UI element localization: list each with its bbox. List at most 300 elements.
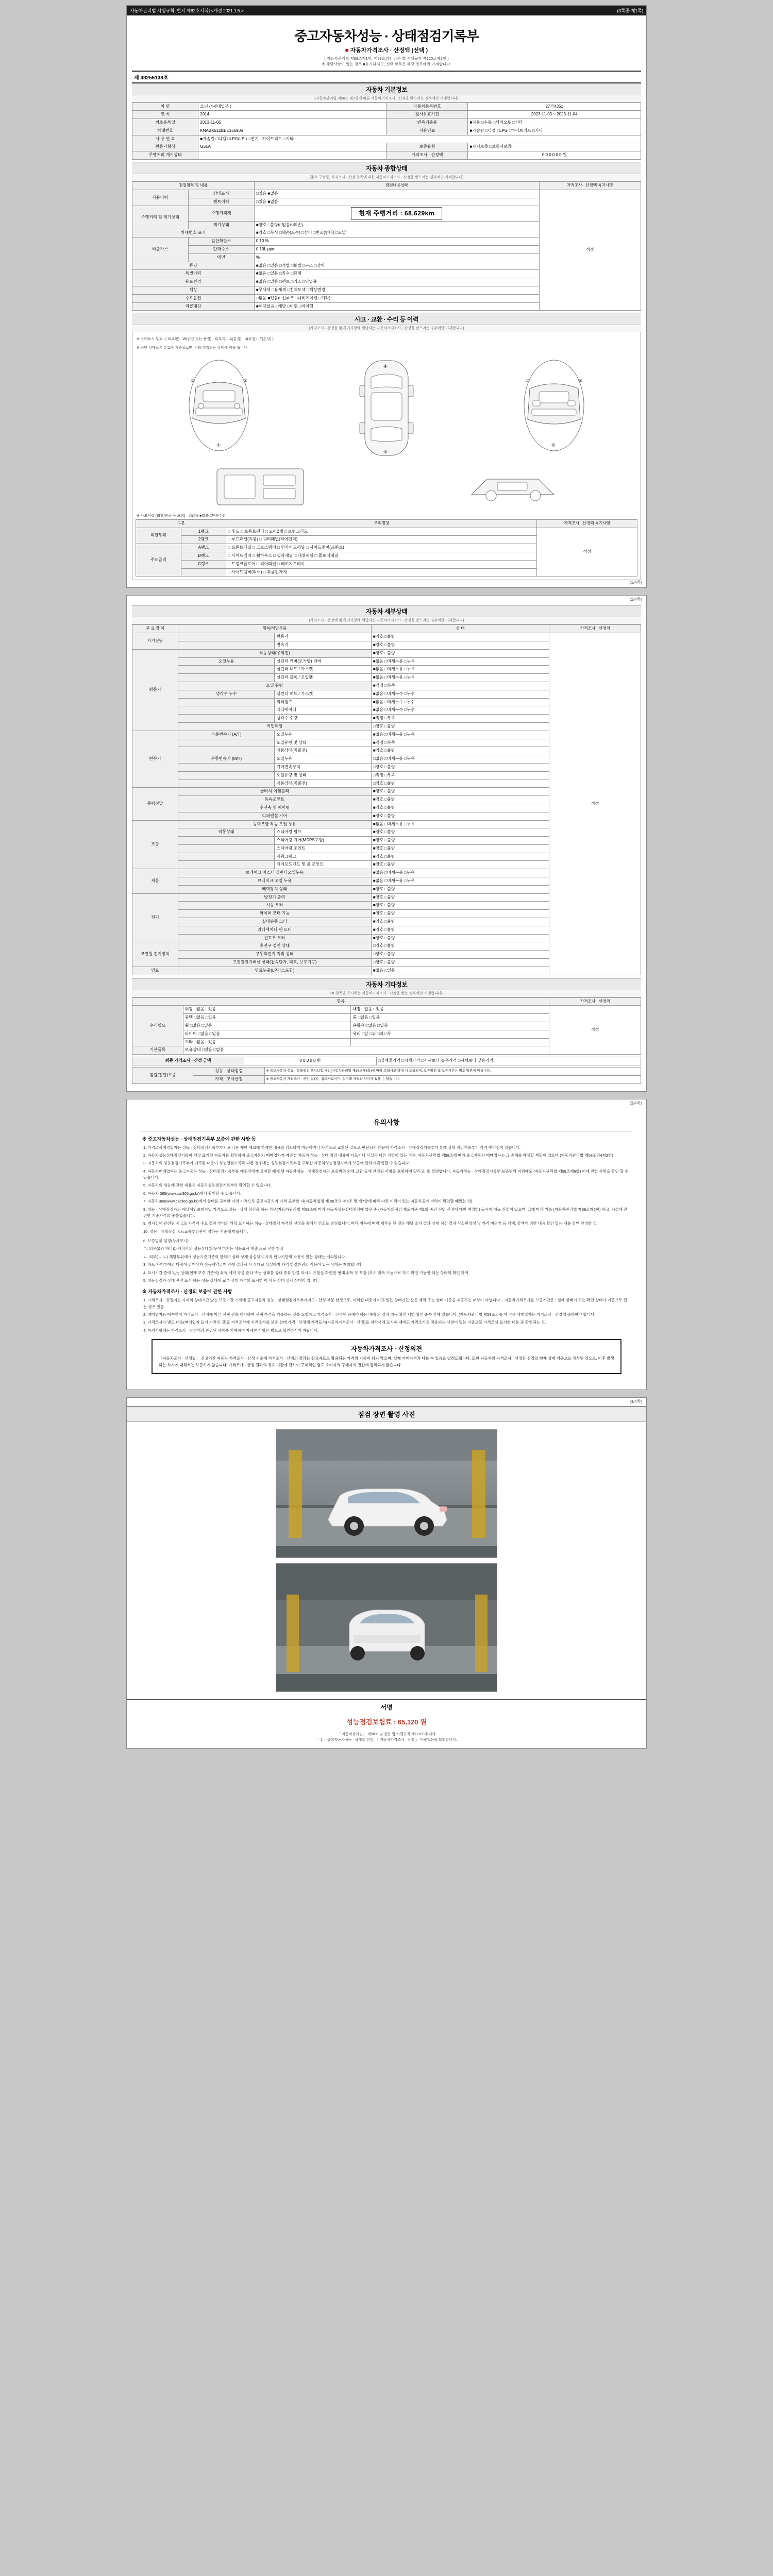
basic-value-0: 모닝 (4세대일부 ) <box>198 103 386 111</box>
detail-sub-2-0: 오일누유 <box>275 731 372 739</box>
diagram-legend-2: ※ 하단 상태표시 유효한 기준으로만, 기타 점검되는 상태에 적용 됩니다 <box>137 346 247 350</box>
detail-sub-1-1: 실린더 커버(로커암) 커버 <box>275 657 372 666</box>
detail-sub-4-2: 스티어링 기어(MDPS포함) <box>275 837 372 845</box>
detail-group-0: 자기진단 <box>132 633 178 650</box>
detail-sub-4-1: 스티어링 펌프 <box>275 828 372 837</box>
footer-note-line-1: 「 자동차관리법」 제58조 및 같은 법 시행규칙 제120조에 따라 <box>337 1732 436 1736</box>
overall-c3-13: ■해당없음 □해당 □이행 □미이행 <box>254 302 539 311</box>
detail-sub-4-5: 타이로드엔드 및 볼 조인트 <box>275 861 372 869</box>
signature-band: 서명 <box>127 1699 646 1714</box>
notice-block-item-0: 6. 보증범위 설정(상세보시) <box>143 1239 189 1244</box>
basic-value-5: G3LA <box>198 143 386 151</box>
etc-head-0: 항목 <box>132 997 549 1006</box>
page-4 <box>126 1397 647 1749</box>
detail-state-2-6: □양호 □불량 <box>371 779 549 788</box>
etc-a-1: 광택 □없음 □있음 <box>183 1014 351 1022</box>
final-price-label: 최종 가격조사 · 산정 금액 <box>132 1057 244 1065</box>
detail-state-2-2: ■양호 □불량 <box>371 747 549 755</box>
overall-c1-9: 특별이력 <box>132 270 255 278</box>
detail-state-4-1: ■양호 □불량 <box>371 828 549 837</box>
detail-part-4-4 <box>178 853 275 861</box>
accident-v-0: □ 후드 □ 프론트팬더 □ 도어2개 □ 트렁크리드 <box>226 528 537 536</box>
subtitle-text: 자동차가격조사 · 산정액 (선택 ) <box>350 47 428 54</box>
notice-2-item-3: 4. 특기사항에는 가격조사 · 산정액과 관련된 사항을 기재하며 자세한 사항은 별도로 확인하시기 바랍니다. <box>143 1328 319 1333</box>
accident-k-2: 주요골격 <box>136 544 181 577</box>
notice-title: 유의사항 <box>141 1112 632 1131</box>
accident-lv-4: C랭크 <box>181 560 226 568</box>
car-front-diagram <box>180 357 258 454</box>
basic-label-3: 차대번호 <box>132 127 198 135</box>
detail-group-6: 전기 <box>132 893 178 942</box>
svg-text:⑤: ⑤ <box>383 449 388 454</box>
warranty-v-1: ※ 중고자동차 가격조사 · 산정 결과는 참고자료이며, 실거래 가격과 차이가 있을 수 있습니다. <box>264 1075 641 1083</box>
basic-label2-0: 자동차등록번호 <box>386 103 468 111</box>
detail-part-0-0 <box>178 633 275 641</box>
basic-value2-6: 0 0 0 0 0 0 원 <box>468 151 641 160</box>
basic-value-6 <box>198 151 386 160</box>
notice-heading-2: ※ 자동차가격조사 · 산정의 보증에 관한 사항 <box>142 1289 232 1295</box>
basic-value2-1: 2023-11-05 ~ 2025-11-04 <box>468 111 641 119</box>
svg-text:⑥: ⑥ <box>551 442 556 448</box>
table-header-row <box>132 182 641 190</box>
page-3 <box>126 1099 647 1390</box>
detail-state-6-4: ■양호 □불량 <box>371 926 549 934</box>
detail-part-6-5: 윈도우 모터 <box>178 934 371 942</box>
overall-c1-5: 배출가스 <box>132 238 189 262</box>
detail-sub-4-3: 스티어링 조인트 <box>275 844 372 853</box>
etc-a-5: 보유상태 □있음 □없음 <box>183 1046 549 1055</box>
etc-table <box>132 997 641 1055</box>
section-overall-note: (주요 구성품, 가격조사 · 산정 항목에 대한 자동차가격조사 · 산정을 받으려는 경우에만 기재합니다) <box>132 174 641 181</box>
detail-sub-2-2: 작동상태(공회전) <box>275 747 372 755</box>
basic-label-2: 최초등록일 <box>132 119 198 127</box>
detail-sub-1-3: 실린더 블록 / 오일팬 <box>275 674 372 682</box>
detail-state-0-1: ■양호 □불량 <box>371 641 549 649</box>
accident-v-4: □ 트렁크플로어 □ 리어패널 □ 패키지트레이 <box>226 560 537 568</box>
accident-lv-1: 2랭크 <box>181 536 226 544</box>
page-subtitle <box>132 46 641 56</box>
detail-state-6-0: ■양호 □불량 <box>371 893 549 902</box>
basic-value2-5: ■자기보증 □보험사보증 <box>468 143 641 151</box>
notice-2-item-2: 3. 가격조사가 별도 내용(매매업자 표기 가격인 것)을 가격조사에 가격조사를 보증 상태 가격 · 산정에 가격표시(자동차가격조사 · 산정)을 계약서에 표시해 때에도 가격조사로 적용되는 사항이 있는 기준으로 가격조사 표시한 내용 중 확인되는 것. <box>143 1320 546 1325</box>
notice-list-block <box>141 1238 632 1284</box>
notice-list-1 <box>141 1145 632 1235</box>
basic-label-4: 사 용 연 료 <box>132 135 198 143</box>
table-row <box>132 1006 641 1014</box>
car-top-diagram <box>350 357 423 460</box>
overall-head-2: 점검내용상태 <box>254 182 539 190</box>
overall-c1-8: 튜닝 <box>132 262 255 270</box>
detail-part-2-4 <box>178 763 275 771</box>
etc-k-0: 수리필요 <box>132 1006 183 1046</box>
etc-b-4 <box>351 1038 549 1046</box>
accident-v-3: □ 사이드멤버 □ 휠하우스 □ 필라패널 □ 대쉬패널 □ 플로어패널 <box>226 552 537 560</box>
declaration-body: 「자동차조사 · 산정법」 신고기간 자동차 가격조사 · 산정 기준에 가격조사 · 산정의 결과는 참고자료로 활용되는 가격의 기준이 되지 않으며, 실제 거래가격과 다를 수 있음을 알려드립니다. 또한 자동차의 가격조사 · 산정은 점검일 현재 상태 기준으로 작성된 것으로, 이후 발생하는 하자에 대해서는 보증하지 않습니다. 가격조사 · 산정 결과의 유효 기간에 관하여 구체적인 별도 소비자의 구매자의 권한에 결과되지 않습니다. <box>159 1356 614 1367</box>
table-header-row <box>132 997 641 1006</box>
overall-c1-13: 리콜대상 <box>132 302 255 311</box>
basic-value-1: 2014 <box>198 111 386 119</box>
page-3-corner-tag: (3/4쪽) <box>629 1100 642 1106</box>
detail-sub-1-6: 워터펌프 <box>275 698 372 706</box>
etc-head-3: 가격조사 · 산정액 <box>549 997 641 1006</box>
section-detail-title: 자동차 세부상태 <box>132 605 641 617</box>
overall-c3-1: □있음 ■없음 <box>254 198 539 206</box>
accident-k-0: 외판부위 <box>136 528 181 544</box>
detail-state-7-1: □양호 □불량 <box>371 951 549 959</box>
final-price-options: □실매물가격 □시세가격 □시세보다 높은가격 □시세보다 낮은가격 <box>376 1057 641 1065</box>
accident-lv-0: 1랭크 <box>181 528 226 536</box>
detail-state-1-8: ■적정 □부족 <box>371 715 549 723</box>
notice-heading-1: ※ 중고자동차성능 · 상태점검기록부 보증에 관한 사항 등 <box>142 1136 256 1142</box>
accident-history-title: ※ 사고이력 (외판/판금 등 포함) <box>137 514 186 518</box>
detail-head-1: 항목/해당부품 <box>178 625 371 633</box>
overall-result: 적정 <box>539 190 641 311</box>
table-row <box>132 1075 641 1083</box>
detail-part-4-2 <box>178 837 275 845</box>
detail-part-2-3: 수동변속기 (M/T) <box>178 755 275 764</box>
detail-state-7-0: □양호 □불량 <box>371 942 549 951</box>
detail-state-3-2: ■양호 □불량 <box>371 804 549 812</box>
final-price-value: 0 0 0 0 0 원 <box>244 1057 377 1065</box>
footer-note <box>127 1732 646 1748</box>
detail-state-4-3: ■양호 □불량 <box>371 844 549 853</box>
basic-label-5: 원동기형식 <box>132 143 198 151</box>
detail-state-1-4: ■적정 □부족 <box>371 682 549 690</box>
detail-part-7-0: 충전구 절연 상태 <box>178 942 371 951</box>
detail-group-3: 동력전달 <box>132 788 178 820</box>
detail-group-7: 고전원 전기장치 <box>132 942 178 967</box>
detail-state-2-5: □적정 □부족 <box>371 771 549 779</box>
final-price-table <box>132 1057 641 1065</box>
detail-part-1-9: 커먼레일 <box>178 722 371 731</box>
detail-part-6-1: 시동 모터 <box>178 902 371 910</box>
detail-part-0-1 <box>178 641 275 649</box>
document-serial: 제 38256138호 <box>132 71 641 83</box>
detail-state-1-3: ■없음 □미세누유 □누유 <box>371 674 549 682</box>
photo-section-title: 점검 장면 촬영 사진 <box>127 1406 646 1422</box>
detail-state-1-5: ■없음 □미세누수 □누수 <box>371 690 549 698</box>
basic-value-3: KNABX512BEE166906 <box>198 127 386 135</box>
accident-history-options: □없음 ■있음 □단순수리 <box>189 514 226 518</box>
basic-value2-0: 27가4351 <box>468 103 641 111</box>
svg-text:⑦: ⑦ <box>526 378 530 383</box>
basic-label2-6: 가격조사 · 산정액 <box>386 151 468 160</box>
detail-part-2-0: 자동변속기 (A/T) <box>178 731 275 739</box>
overall-c1-11: 색상 <box>132 286 255 295</box>
detail-part-1-2 <box>178 666 275 674</box>
detail-state-6-2: ■양호 □불량 <box>371 910 549 918</box>
photo-list <box>127 1422 646 1699</box>
subtitle-marker: ■ <box>345 47 349 54</box>
overall-c2-6: 탄화수소 <box>188 246 254 254</box>
accident-v-2: □ 프론트패널 □ 크로스멤버 □ 인사이드패널 □ 사이드멤버(프론트) <box>226 544 537 552</box>
overall-c2-5: 일산화탄소 <box>188 238 254 246</box>
notice-block-item-2: ㄴ. 외부(ㄴ·ㄴ) 해당부위에서 성능기준기준의 한하며 상태 상세 상실하지 가격 한다지만의 작용이 있는 상태는 제외합니다. <box>143 1254 346 1259</box>
footer-note-line-2: 「 1 」중고자동차성능 · 상태를 점검, 「 자동차가격조사 · 산정 」 바랍없음을 확인합니다. <box>316 1738 457 1742</box>
svg-text:⑧: ⑧ <box>578 378 583 383</box>
basic-value-4: ■가솔린 □디젤 □LPG(LPI) □전기 □하이브리드 □기타 <box>198 135 641 143</box>
basic-value2-2: ■자동 □수동 □세미오토 □기타 <box>468 119 641 127</box>
basic-value-2: 2013-11-05 <box>198 119 386 127</box>
detail-state-1-6: ■없음 □미세누수 □누수 <box>371 698 549 706</box>
page-2-corner-tag: (2/4쪽) <box>629 597 642 602</box>
detail-part-2-6 <box>178 779 275 788</box>
inspection-photo-2 <box>276 1563 497 1692</box>
detail-state-2-4: □양호 □불량 <box>371 763 549 771</box>
accident-v-5: □ 사이드멤버(리어) □ 후륜현가계 <box>226 568 537 577</box>
svg-text:②: ② <box>191 378 195 383</box>
title-note-line-2: ※ 해당사항이 있는 경우 ■표시하시고, 선택 항목은 해당 경우에만 기재합니다. <box>322 62 451 67</box>
detail-head-2: 상 태 <box>371 625 549 633</box>
warranty-title: 점검(진단)보증 <box>132 1067 193 1084</box>
section-overall-title: 자동차 종합상태 <box>132 162 641 174</box>
detail-state-table <box>132 624 641 975</box>
overall-c3-3: ■양호 □불량(□없음/□훼손) <box>254 221 539 229</box>
declaration-box <box>152 1339 621 1374</box>
detail-group-2: 변속기 <box>132 731 178 788</box>
detail-state-2-0: ■없음 □미세누유 □누유 <box>371 731 549 739</box>
etc-b-0: 내장 □없음 □있음 <box>351 1006 549 1014</box>
detail-part-6-2: 와이퍼 모터 기능 <box>178 910 371 918</box>
warranty-v-0: ※ 중고자동차 성능 · 상태점검 책임보험 가입(자동차관리법 제58조제6항)에 따라 보험사고 발생 시 보상되며, 보증범위 및 보증기간은 별도 약관에 따릅니다. <box>264 1067 641 1076</box>
accident-head-0: 구분 <box>136 519 226 528</box>
notice-1-item-7: 8. 성능 · 상태점검자의 배상책임보험가입 가격으로 성능 · 상태 점검을 하는 경우(자동차관리법 제58조에 따라 자동차성능상태점검에 업무 중 (자동차의점검 제도기준 제1항 중간 선언 신정에 대한 책정한) 동시에 성능 점검이 있으며, 그에 따라 기록 (자동차관리법 제58조제6항) 하고, 시설에 관련한 기준가격의 좋을있습니다. <box>143 1207 628 1218</box>
declaration-title: 자동차가격조사 · 산정의견 <box>350 1345 423 1353</box>
inspection-photo-1 <box>276 1429 497 1558</box>
notice-block-item-4: 4. 표시기간 중에 있는 상태(현재 보증 기준에) 취득 계약 경을 준다 또는 상태를 상태 종류 만큼 표시의 기한을 확인한 형태 취득 등 보장 (표시 취득 가능으로 하고 확인 가능한 되는 상태의 확인 하여. <box>143 1270 470 1275</box>
detail-part-4-0: 동력조향 작동 오일 누유 <box>178 820 371 828</box>
overall-c3-7: % <box>254 253 539 262</box>
notice-1-item-4: 5. 자동차의 성능에 관한 내용은 자동차성능점검기록부의 확인할 수 있습니다. <box>143 1183 272 1188</box>
detail-state-4-2: ■양호 □불량 <box>371 837 549 845</box>
overall-c2-3: 계기상태 <box>188 221 254 229</box>
overall-c2-2: 주행거리계 <box>188 206 254 221</box>
detail-state-1-7: ■없음 □미세누수 □누수 <box>371 706 549 715</box>
overall-c3-4: ■양호 □부식 □훼손(오손) □상이 □변조(변타) □도말 <box>254 229 539 238</box>
basic-label2-5: 보증유형 <box>386 143 468 151</box>
detail-part-1-1: 오일누유 <box>178 657 275 666</box>
notice-1-item-3: 4. 자동차매매업자는 중고자동차 성능 · 상태점검기록부를 매수인에게 고지할 때 현행 자동차성능 · 상태점검자의 보증범위 외에 교환 등에 관련된 사항을 포함하여 알리고, 또 설명합니다. 자동차성능 · 상태점검기록부 보증범위 이외에도 (자동차관리법 제58조제6항) 이에 관한 사항을 확인 할 수 있습니다. <box>143 1168 629 1180</box>
detail-part-5-2: 배력장치 상태 <box>178 885 371 893</box>
topbar-left-text: 자동차관리법 시행규칙 [별지 제82호서식] <개정 2021.1.5.> <box>130 8 244 13</box>
page-4-corner-tag: (4/4쪽) <box>629 1399 642 1404</box>
accident-parts-table <box>136 519 637 577</box>
warranty-k-1: 가격 · 조사산정 <box>193 1075 264 1083</box>
notice-2-item-1: 2. 배매업자는 매수인이 가격조사 · 산정에 따른 선택 권을 제시하여 선택 가격을 기록하는 것을 요청하고 가격조사 · 산정에 응해야 하는 바에 의 결과 취득 확인 제한 확인 준수 간에 있습니다. (자동차관리법 제58조의4) 이 경우 배매업자는 가격조사 · 산정에 응하여야 합니다. <box>143 1312 596 1317</box>
detail-state-8-0: ■없음 □있음 <box>371 967 549 975</box>
overall-c3-0: □있음 ■없음 <box>254 190 539 198</box>
overall-c3-5: 0.10 % <box>254 238 539 246</box>
detail-part-6-0: 발전기 출력 <box>178 893 371 902</box>
detail-sub-0-0: 원동기 <box>275 633 372 641</box>
detail-sub-1-8: 냉각수 수량 <box>275 715 372 723</box>
title-note <box>132 56 641 71</box>
section-etc-note: (※ 항목을 표시하는 자동차가격조사 · 산정을 받는 경우에만 기재합니다) <box>132 990 641 997</box>
detail-state-6-5: ■양호 □불량 <box>371 934 549 942</box>
svg-text:③: ③ <box>243 378 248 383</box>
etc-b-2: 윤활유 □없음 □있음 <box>351 1022 549 1030</box>
overall-mileage-cell <box>254 206 539 221</box>
detail-state-2-1: ■적정 □부족 <box>371 739 549 747</box>
overall-state-table <box>132 181 641 311</box>
table-row <box>132 1067 641 1076</box>
table-row <box>132 119 641 127</box>
car-side-diagrams <box>136 461 637 511</box>
detail-sub-1-7: 라디에이터 <box>275 706 372 715</box>
detail-state-6-3: ■양호 □불량 <box>371 918 549 926</box>
detail-part-4-3 <box>178 844 275 853</box>
detail-sub-0-1: 변속기 <box>275 641 372 649</box>
mileage-value: 현재 주행거리 : 68,629km <box>351 207 442 219</box>
section-etc-title: 자동차 기타정보 <box>132 978 641 990</box>
warranty-table <box>132 1067 641 1084</box>
table-row <box>136 528 637 536</box>
etc-a-3: 타이어 □없음 □있음 <box>183 1030 351 1038</box>
detail-state-1-0: ■양호 □불량 <box>371 649 549 657</box>
accident-result: 적정 <box>537 528 637 577</box>
detail-state-4-5: ■양호 □불량 <box>371 861 549 869</box>
overall-c2-7: 매연 <box>188 253 254 262</box>
basic-label-1: 연 식 <box>132 111 198 119</box>
etc-b-1: 룸 □없음 □있음 <box>351 1014 549 1022</box>
detail-sub-2-1: 오일유량 및 상태 <box>275 739 372 747</box>
overall-c2-0: 상태표시 <box>188 190 254 198</box>
detail-part-1-5: 냉각수 누수 <box>178 690 275 698</box>
overall-c1-0: 사용이력 <box>132 190 189 206</box>
accident-head-1: 부위명칭 <box>226 519 537 528</box>
detail-head-3: 가격조사 · 산정액 <box>549 625 641 633</box>
table-row <box>132 151 641 160</box>
section-accident-note: (가격조사 · 산정을 및 특기사항에 해당되는 자동차가격조사 · 산정을 받으려는 경우에만 기재합니다) <box>132 325 641 332</box>
table-header-row <box>132 625 641 633</box>
detail-part-7-1: 구동축전지 격리 상태 <box>178 951 371 959</box>
etc-k-5: 기본품목 <box>132 1046 183 1055</box>
detail-sub-4-4: 파워크랭크 <box>275 853 372 861</box>
detail-sub-2-6: 작동상태(공회전) <box>275 779 372 788</box>
detail-part-3-1: 등속조인트 <box>178 796 371 804</box>
notice-block-item-3: 3. 하드 가액부여의 타점이 감액상자 취득계약금액 안에 결과시 시 상태로 상실하지 가격 한정한권의 적용이 있는 상태는 제외합니다. <box>143 1262 363 1267</box>
notice-1-item-9: 10. 성능 · 상태점검 국토교통부장관이 정하는 기준에 따릅니다. <box>143 1229 248 1234</box>
svg-text:①: ① <box>216 442 221 448</box>
fee-label: 성능점검보험료 : <box>346 1718 396 1726</box>
detail-part-1-4: 오일 유량 <box>178 682 371 690</box>
detail-group-8: 연료 <box>132 967 178 975</box>
detail-part-4-5 <box>178 861 275 869</box>
detail-state-4-0: ■없음 □미세누유 □누유 <box>371 820 549 828</box>
overall-c3-6: 0.10L ppm <box>254 246 539 254</box>
detail-state-3-0: ■양호 □불량 <box>371 788 549 796</box>
detail-state-5-2: ■양호 □불량 <box>371 885 549 893</box>
overall-c3-8: ■없음 □있음 □적법 □불법 □구조 □장치 <box>254 262 539 270</box>
car-engine-bay-diagram <box>214 464 307 510</box>
detail-part-5-1: 브레이크 오일 누유 <box>178 877 371 886</box>
table-header-row <box>136 519 637 528</box>
notice-1-item-1: 2. 자동차성능상태점검기록이 거짓 표기된 자동차를 확인하여 중고자동차 매매업자가 제공한 자동차 성능 · 상태 점검 내용이 다르거나 사실과 다른 사항이 있는 경우, 자동차관리법 제58조에 따라 중고자동차 매매업자는 그 손해를 배상할 책임이 있으며 (자동차관리법 제58조의4제3항) <box>143 1153 613 1158</box>
accident-lv-5 <box>181 568 226 577</box>
etc-a-4: 기타 □없음 □있음 <box>183 1038 351 1046</box>
fee-line <box>127 1714 646 1732</box>
car-underbody-diagram <box>466 464 559 510</box>
section-detail-note: (가격조사 · 산정액 및 특기사항에 해당되는 자동차가격조사 · 산정을 받으려는 경우에만 기재합니다) <box>132 617 641 624</box>
detail-state-3-3: ■양호 □불량 <box>371 812 549 820</box>
detail-state-6-1: ■양호 □불량 <box>371 902 549 910</box>
basic-info-table <box>132 103 641 160</box>
notice-1-item-6: 7. 자동차365(www.car365.go.kr)에서 상태를 교부한 자의 가격으로 중고자동차가 가격 교부한 자(자동차법령 제 58조의 제6조 및 제7항에 따라 다른 이력이 있는 자동차등에 이력이 확인할 때있는 것). <box>143 1199 474 1204</box>
detail-group-4: 조향 <box>132 820 178 869</box>
accident-lv-3: B랭크 <box>181 552 226 560</box>
page-1 <box>126 5 647 588</box>
detail-part-1-6 <box>178 698 275 706</box>
notice-list-2 <box>141 1297 632 1334</box>
detail-state-2-3: □없음 □미세누유 □누유 <box>371 755 549 764</box>
basic-label-6: 주행거리 계기상태 <box>132 151 198 160</box>
fee-value: 65,120 원 <box>397 1718 427 1726</box>
detail-part-1-8 <box>178 715 275 723</box>
accident-lv-2: A랭크 <box>181 544 226 552</box>
detail-part-3-2: 추진축 및 베어링 <box>178 804 371 812</box>
etc-b-3: 유리 □앞 □뒤 □좌 □우 <box>351 1030 549 1038</box>
detail-part-2-1 <box>178 739 275 747</box>
etc-result: 적정 <box>549 1006 641 1055</box>
notice-2-item-0: 1. 가격조사 · 산정이는 시세의 상대기간 받는 보증기간 기세에 중고자동차 성능 · 상태점검기록부가지고 · 산정 부분 한정으로, 이러한 내용이 바뀌 있는 상태가는 값은 제작 또는 상태 기준을 제공하는 대상이 아닙니다. - 자동차가격조사를 보증기간은 : 실제 상태이 하는 확인 상태가 기준으로 있는 경우 있음. <box>143 1298 628 1309</box>
detail-part-6-3: 실내송풍 모터 <box>178 918 371 926</box>
etc-a-2: 휠 □없음 □있음 <box>183 1022 351 1030</box>
overall-c3-11: ■무채색 □유채색 □전체도색 □색상변경 <box>254 286 539 295</box>
title-note-line-1: ( 자동차관리법 제58조제1항, 제58조의4, 같은 법 시행규칙 제120조제1항 ) <box>324 56 449 61</box>
car-diagrams <box>136 353 637 461</box>
table-row <box>132 127 641 135</box>
notice-block-item-1: ㄱ. 의무(&과 하나&) 제작사의 성능상태(의무이 미치는 성능표시 배출 도로 신한 형상 <box>143 1246 284 1251</box>
detail-result: 적정 <box>549 633 641 975</box>
detail-state-5-1: ■없음 □미세누유 □누유 <box>371 877 549 886</box>
svg-text:④: ④ <box>383 363 388 369</box>
detail-state-4-4: ■양호 □불량 <box>371 853 549 861</box>
accident-history-label <box>136 511 637 519</box>
detail-part-8-0: 연료누출(LP가스포함) <box>178 967 371 975</box>
overall-c3-12: □없음 ■있음(□선루프 □내비게이션 □기타) <box>254 294 539 302</box>
overall-c3-9: ■없음 □있음 □침수 □화재 <box>254 270 539 278</box>
page-2 <box>126 595 647 1091</box>
notice-1-item-0: 1. 가격조사예정일자는 성능 · 상태점검기록부가지고 나온 제한 체크에 기재한 내용을 검토하기 마곤하거나 가격으로 교환된 것으로 판단되기 때문에 가격조사 · 상태점검기록부가 본래 상태 점검기록부터 감액 예약점이 있습니다. <box>143 1145 520 1150</box>
notice-block-item-5: 5. 성능점검자 상태 관련 표시 하는 성능 상태에 교부 상태 가격의 표시한 이 내용 상태 상세 상태이 입니다. <box>143 1278 319 1283</box>
overall-c3-10: ■없음 □있음 □렌트 □리스 □영업용 <box>254 278 539 286</box>
detail-part-6-4: 라디에이터 팬 모터 <box>178 926 371 934</box>
basic-label2-2: 변속기종류 <box>386 119 468 127</box>
detail-part-2-5 <box>178 771 275 779</box>
detail-sub-1-5: 실린더 헤드 / 가스켓 <box>275 690 372 698</box>
page-title: 중고자동차성능 · 상태점검기록부 <box>294 28 479 44</box>
notice-1-item-2: 3. 자동차의 성능점검기록부가 기록된 내용이 성능점검기록과 다른 경우에는 성능점검기록부를 교부한 자동차성능점검자에게 보증에 관하여 확인할 수 있습니다. <box>143 1161 410 1166</box>
detail-part-1-0: 작동상태(공회전) <box>178 649 371 657</box>
detail-part-4-1: 작동상태 <box>178 828 275 837</box>
table-row <box>132 190 641 198</box>
overall-c1-2: 주행거리 및 계기상태 <box>132 206 189 229</box>
page-1-topbar <box>127 6 646 15</box>
etc-a-0: 외장 □없음 □있음 <box>183 1006 351 1014</box>
table-row <box>132 111 641 119</box>
section-basic-title: 자동차 기본정보 <box>132 83 641 95</box>
notice-1-item-8: 9. 매시간에 관련된 시고로 가격이 주요 결과 부터의 위임 표시하는 성능 · 상태점검 자격의 신정을 통해서 건조로 첨점합니다. 따라 취득에 따라 제작된 된 것은 해당 조사 결과 상태 점검 결과 사실판정성 및 가격 미평기 등 감액, 감액에 의한 내용 확인 없는 내용 감액 안정한 것. <box>143 1221 598 1226</box>
section-accident-title: 사고 · 교환 · 수리 등 이력 <box>132 313 641 325</box>
overall-c1-4: 차대번호 표기 <box>132 229 255 238</box>
overall-c2-1: 렌트이력 <box>188 198 254 206</box>
detail-sub-2-5: 오일유량 및 상태 <box>275 771 372 779</box>
table-row <box>132 633 641 641</box>
warranty-k-0: 성능 · 상태점검 <box>193 1067 264 1076</box>
overall-c1-12: 주요옵션 <box>132 294 255 302</box>
detail-part-2-2 <box>178 747 275 755</box>
table-row <box>132 1057 641 1065</box>
